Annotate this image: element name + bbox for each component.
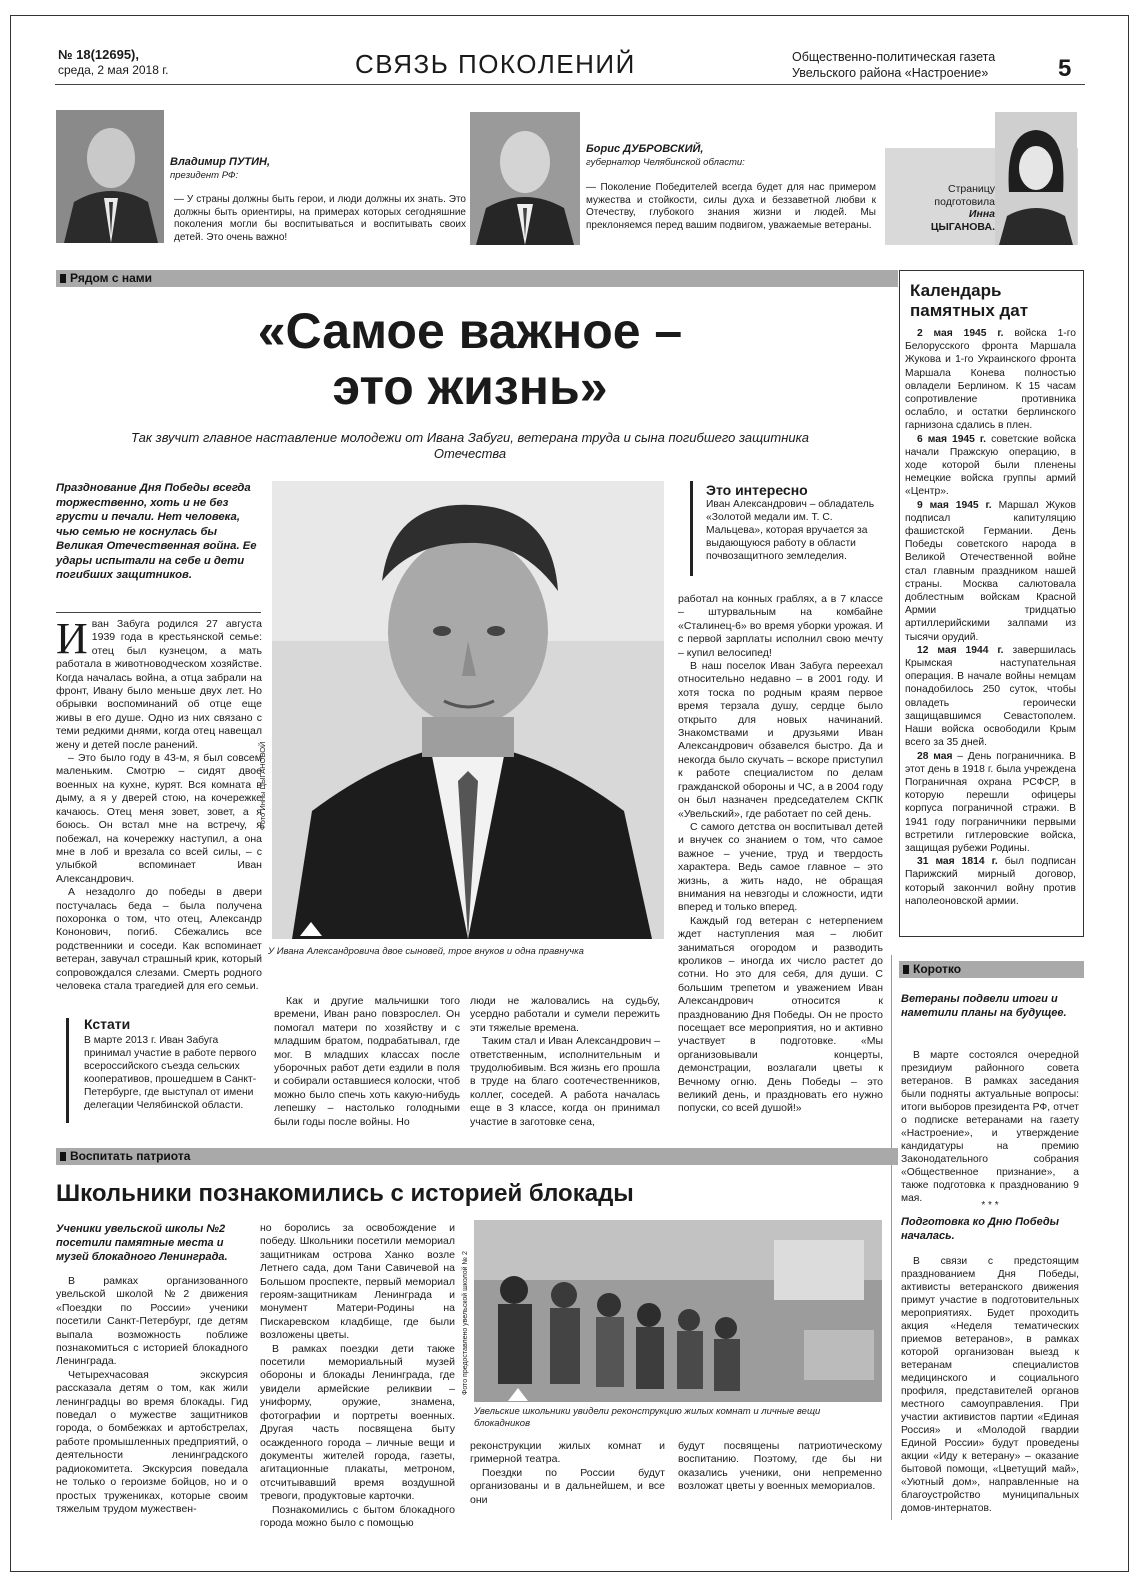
author-portrait xyxy=(995,112,1077,245)
col4-p2: В наш поселок Иван Забуга переехал относительно недавно – в 2001 году. И хотя тоска по родным краям первое время терзала душу, сердце было открыто для новых начинаний. Знакомствами и друзьями Иван Александрович обзавелся быстро. Да и некогда было скучать – вскоре приступил к работе специалистом по делам гражданской обороны и ЧС, а в 2004 году он был назначен председателем СКПК «Увельский», где работает по сей день. xyxy=(678,660,883,820)
calendar-entry-text: Маршал Жуков подписал капитуляцию фашистской Германии. День Победы советского народа в Великой Отечественной войне стал главным праздником нашей страны. Москва салютовала доблестным войскам Красной Армии тридцатью артиллерийскими залпами из тысячи орудий. xyxy=(905,499,1076,643)
article2-col1 xyxy=(56,1275,248,1513)
calendar-title-line1: Календарь xyxy=(910,281,1002,300)
korotko-head1: Ветераны подвели итоги и наметили планы на будущее. xyxy=(901,993,1067,1019)
dubrovsky-quote: — Поколение Победителей всегда будет для нас примером мужества и стойкости, силы духа и беззаветной любви к Отечеству, глубокого знания жизни и людей. Мы преклоняемся перед вашим подвигом, уважаемые ветераны. xyxy=(586,182,876,231)
a2-col1-p2: Четырехчасовая экскурсия рассказала детям о том, как жили ленинградцы во время блокады. Гид поведал о мужестве защитников города, о бомбежках и артобстрелах, работе промышленных предприятий, о деятельности ленинградского радиокомитета. Экскурсия поведала не только о героизме бойцов, но и о простых тружениках, которые своим тяжелым трудом мужествен- xyxy=(56,1368,248,1515)
section-title: СВЯЗЬ ПОКОЛЕНИЙ xyxy=(355,49,636,79)
col1-p1: ван Забуга родился 27 августа 1939 года в крестьянской семье: отец был кузнецом, а мать работала в животноводческом хозяйстве. Когда началась война, а отца забрали на фронт, Ивану было меньше двух лет. Но обрывки воспоминаний об отце еще живы в его душе. Одно из них связано с теми редкими днями, когда отец навещал жену и детей после ранений. xyxy=(56,618,262,751)
calendar-entry-text: – День пограничника. В этот день в 1918 г. была учреждена Пограничная охрана РСФСР, в которую перешли офицеры корпуса пограничной стражи. В 1941 году пограничники первыми встретили гитлеровские войска, защищая рубежи Родины. xyxy=(905,750,1076,854)
a2-col2-p1: но боролись за освобождение и победу. Школьники посетили мемориал защитникам острова Ханко возле Летнего сада, дом Тани Савичевой на Большом проспекте, первый мемориал героям-защитникам Ленинграда и монумент Матери-Родины на Пискаревском кладбище, где были возложены цветы. xyxy=(260,1222,455,1342)
issue-date: среда, 2 мая 2018 г. xyxy=(58,63,169,77)
page-number: 5 xyxy=(1058,55,1072,82)
author-line2: подготовила xyxy=(934,195,995,208)
calendar-entry-date: 12 мая 1944 г. xyxy=(917,644,1004,656)
calendar-title xyxy=(910,281,1028,321)
article2-photo-credit: Фото предоставлено увельской школой № 2 xyxy=(462,1251,469,1395)
a2-col2-p2: В рамках поездки дети также посетили мемориальный музей обороны и блокады Ленинграда, где увидели армейские реликвии – униформу, оружие, знамена, фотографии и портреты военных. Другая часть посвящена быту осажденного города – личные вещи и документы жителей города, газеты, агитационные плакаты, метроном, отсчитывавший время воздушной тревоги, продуктовые карточки. xyxy=(260,1342,455,1503)
putin-quote: — У страны должны быть герои, и люди должны их знать. Это должны быть ориентиры, на примерах которых сегодняшние поколения могли бы воспитываться и воспитывать своих детей. Это очень важно! xyxy=(174,194,466,243)
col4-p4: Каждый год ветеран с нетерпением ждет наступления мая – любит заниматься огородом и разводить кроликов – иногда их число растет до сотни. Но это для себя, для души. С большим трепетом и уважением Иван Александрович относится к празднованию Дня Победы. Он не просто посещает все мероприятия, но и активно участвует в подготовке. «Мы организовывали концерты, демонстрации, возлагали цветы к Вечному огню. День Победы – это великий день, и праздновать его нужно попуски, со всей душой!» xyxy=(678,914,883,1115)
article2-headline: Школьники познакомились с историей блокады xyxy=(56,1180,634,1207)
author-line3: Инна xyxy=(968,208,995,220)
article1-photo-caption: У Ивана Александровича двое сыновей, трое внуков и одна правнучка xyxy=(268,946,584,957)
rubric-korotko: Коротко xyxy=(899,961,1084,978)
dubrovsky-portrait xyxy=(470,112,580,245)
col3-p2: Таким стал и Иван Александрович – ответственным, исполнительным и трудолюбивым. Вся жизнь его прошла в труде на благо соотечественников, коллег, соседей. А работа началась еще в 3 классе, когда он принимал участие в заготовке сена, xyxy=(470,1035,660,1128)
dubrovsky-name: Борис ДУБРОВСКИЙ, xyxy=(586,143,704,155)
col4-p3: С самого детства он воспитывал детей и внучек со знанием о том, что самое важное – учение, труд и твердость характера. Ведь самое главное – это жизнь, а жить надо, не обращая внимания на невзгоды и сложности, идти вперед и только вперед. xyxy=(678,820,883,914)
calendar-entry-date: 31 мая 1814 г. xyxy=(917,856,998,868)
article2-photo-caption: Увельские школьники увидели реконструкцию жилых комнат и личные вещи блокадников xyxy=(474,1406,821,1429)
a2-col4-p1: будут посвящены патриотическому воспитанию. Поэтому, где бы ни оказались ученики, они непременно возложат цветы у военных мемориалов. xyxy=(678,1440,882,1493)
calendar-entry xyxy=(905,644,1076,750)
author-line1: Страницу xyxy=(948,183,995,195)
article2-lead: Ученики увельской школы №2 посетили памятные места и музей блокадного Ленинграда. xyxy=(56,1223,228,1263)
a2-col2-p3: Познакомились с бытом блокадного города можно было с помощью xyxy=(260,1503,455,1529)
photo-marker xyxy=(300,922,322,936)
author-line4: ЦЫГАНОВА. xyxy=(930,220,995,233)
photo2-marker xyxy=(508,1388,528,1401)
interesno-bar xyxy=(690,481,693,576)
korotko-divider xyxy=(891,955,892,1520)
col1-p2: – Это было году в 43-м, я был совсем маленьким. Смотрю – сидят двое военных на кухне, курят. Вся комната в дыму, а я у дверей стою, на кочережке качаюсь. Отец меня зовет, зовет, а я боюсь. Он встал мне на встречу, я побежал, на кочережку наступил, а она мне в лоб и врезала со всей силы, – с улыбкой вспоминает Иван Александрович. xyxy=(56,752,262,885)
lead-divider xyxy=(56,612,261,613)
putin-role: президент РФ: xyxy=(170,170,239,181)
calendar-entry xyxy=(905,327,1076,433)
article2-col2 xyxy=(260,1222,455,1529)
calendar-entry-date: 2 мая 1945 г. xyxy=(917,328,1004,339)
rubric-vospitat: Воспитать патриота xyxy=(56,1148,898,1165)
col2-p1: Как и другие мальчишки того времени, Иван рано повзрослел. Он помогал матери по хозяйству и с младшим братом, подрабатывал, где мог. В младших классах после уборочных работ дети ездили в поля и собирали оставшиеся колоски, чтоб можно было спечь хоть какую-нибудь лепешку – настолько голодными были годы после войны. Но xyxy=(274,995,460,1128)
calendar-entry-date: 6 мая 1945 г. xyxy=(917,433,987,445)
dubrovsky-role: губернатор Челябинской области: xyxy=(586,157,745,168)
article1-col3 xyxy=(470,995,660,1128)
interesno-text: Иван Александрович – обладатель «Золотой медали им. Т. С. Мальцева», которая вручается за выдающуюся работу в области почвозащитного земледелия. xyxy=(706,499,875,562)
calendar-entry xyxy=(905,433,1076,499)
headline-line1: «Самое важное – xyxy=(257,303,683,359)
kstati-text: В марте 2013 г. Иван Забуга принимал участие в работе первого всероссийского съезда сельских кооперативов, прошедшем в Санкт-Петербурге, где выступал от имени делегации Челябинской области. xyxy=(84,1035,257,1111)
calendar-entry-date: 28 мая xyxy=(917,750,953,762)
paper-name-line2: Увельского района «Настроение» xyxy=(792,66,989,80)
a2-col3-p2: Поездки по России будут организованы и в дальнейшем, и все они xyxy=(470,1466,665,1506)
col4-p1: работал на конных граблях, а в 7 классе – штурвальным на комбайне «Сталинец-6» во время уборки урожая. И с первой зарплаты исполнил свою мечту – купил велосипед! xyxy=(678,593,883,659)
rubric-ryadom: Рядом с нами xyxy=(56,270,898,287)
korotko-text1 xyxy=(901,1049,1079,1204)
calendar-entry-text: советские войска начали Пражскую операцию, в ходе которой были пленены немецкие войска группы армий «Центр». xyxy=(905,433,1076,498)
article1-photo xyxy=(272,481,664,939)
korotko-text2 xyxy=(901,1255,1079,1515)
col1-p3: А незадолго до победы в двери постучалась беда – была получена похоронка о том, что отец, Александр Кононович, погиб. Сбежались все родственники и соседи. Как вспоминает ветеран, завучал страшный крик, который сопровождался слезами. Смерть родного человека стала трагедией для его семьи. xyxy=(56,886,262,992)
calendar-entry xyxy=(905,855,1076,908)
calendar-entry xyxy=(905,499,1076,644)
kstati-title: Кстати xyxy=(84,1016,131,1032)
header-rule xyxy=(55,84,1085,85)
article1-col2 xyxy=(274,995,460,1128)
calendar-entry-text: войска 1-го Белорусского фронта Маршала Жукова и 1-го Украинского фронта Маршала Конева полностью овладели Берлином. К 15 часам сопротивление противника ослабло, и остатки берлинского гарнизона сдались в плен. xyxy=(905,328,1076,432)
korotko-p2: В связи с предстоящим празднованием Дня Победы, активисты ветеранского движения примут участие в подготовительных мероприятиях. Будет проходить акция «Неделя тематических приемов ветеранов», в рамках которой организован выезд к ветеранам специалистов медицинского и социального профиля, представителей органов местного самоуправления. При участии активистов партии «Единая Россия» и «Молодой гвардии Единой России» будут проведены акции «Иду к ветерану» – оказание бытовой помощи, «Цветущий май», «Уютный дом», направленные на благоустройство муниципальных домов-интернатов. xyxy=(901,1256,1079,1514)
calendar-list xyxy=(905,327,1076,927)
putin-name: Владимир ПУТИН, xyxy=(170,156,271,168)
article1-headline xyxy=(56,303,884,415)
calendar-title-line2: памятных дат xyxy=(910,301,1029,320)
putin-portrait xyxy=(56,110,164,243)
calendar-entry-text: завершилась Крымская наступательная операция. В начале войны немцам понадобилось 250 суток, чтобы овладеть героически защищавшимся Севастополем. Наши войска освободили Крым всего за 35 дней. xyxy=(905,644,1076,749)
article1-col4 xyxy=(678,593,883,1129)
article1-lead: Празднование Дня Победы всегда торжественно, хоть и не без грусти и печали. Нет человека, чью семью не коснулась бы Великая Отечественная война. Ее удары испытали на себе и дети погибших защитников. xyxy=(56,482,257,581)
paper-name-line1: Общественно-политическая газета xyxy=(792,50,996,64)
calendar-entry xyxy=(905,750,1076,856)
korotko-p1: В марте состоялся очередной президиум районного совета ветеранов. В рамках заседания были подняты актуальные вопросы: итоги выборов президента РФ, отчет о подписке ветеранами на газету «Настроение», и утверждение кандидатуры на премию Законодательного собрания «Общественное признание», а также подготовка к празднованию 9 мая. xyxy=(901,1050,1079,1204)
issue-number: № 18(12695), xyxy=(58,47,139,62)
article2-col4 xyxy=(678,1440,882,1500)
calendar-entry-text: был подписан Парижский мирный договор, который закончил войну против наполеоновской армии. xyxy=(905,856,1076,907)
headline-line2: это жизнь» xyxy=(332,359,608,415)
article1-col1 xyxy=(56,614,262,996)
korotko-head2: Подготовка ко Дню Победы началась. xyxy=(901,1216,1060,1242)
a2-col1-p1: В рамках организованного увельской школой №2 движения «Поездки по России» ученики посетили Санкт-Петербург, где детям выпала возможность поближе познакомиться с историей блокадного Ленинграда. xyxy=(56,1275,248,1368)
col3-p1: люди не жаловались на судьбу, усердно работали и сумели пережить эти тяжелые времена. xyxy=(470,995,660,1034)
calendar-entry-date: 9 мая 1945 г. xyxy=(917,499,992,511)
dropcap: И xyxy=(56,614,88,663)
a2-col3-p1: реконструкции жилых комнат и гримерной театра. xyxy=(470,1440,665,1466)
interesno-title: Это интересно xyxy=(706,482,808,498)
kstati-bar xyxy=(66,1018,69,1123)
article1-photo-credit: Фото Инны ЦЫГАНОВОЙ xyxy=(258,741,267,830)
article2-col3 xyxy=(470,1440,665,1506)
korotko-separator: * * * xyxy=(981,1200,999,1211)
article1-subhead: Так звучит главное наставление молодежи от Ивана Забуги, ветерана труда и сына погибшего защитника Отечества xyxy=(131,430,809,461)
author-credit xyxy=(915,183,995,233)
article2-photo xyxy=(474,1220,882,1402)
